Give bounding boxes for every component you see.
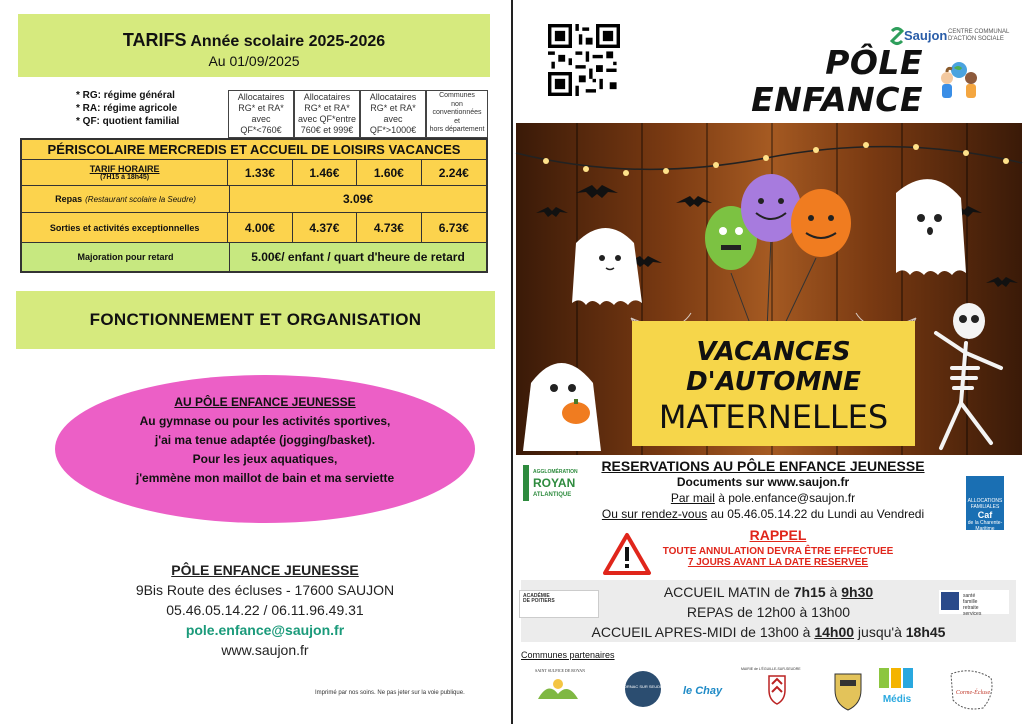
price-cell: 4.37€ [293,213,357,242]
fonctionnement-banner: FONCTIONNEMENT ET ORGANISATION [16,291,495,349]
commune-logo-corme-ecluse [943,664,1003,714]
price-cell: 5.00€/ enfant / quart d'heure de retard [230,243,486,271]
row-label: Majoration pour retard [22,243,230,271]
msa-logo: santé famille retraite services [939,590,1009,614]
right-page [513,0,1024,724]
row-label: Repas (Restaurant scolaire la Seudre) [22,186,230,212]
svg-text:MAIRIE de L'ÉGUILLE-SUR-SEUDRE: MAIRIE de L'ÉGUILLE-SUR-SEUDRE [741,667,801,671]
svg-text:Corme-Écluse: Corme-Écluse [955,690,991,696]
halloween-poster [516,123,1022,455]
alloc-header-4: Communes non conventionnées et hors département [426,90,488,138]
left-page [0,0,511,724]
price-cell: 4.00€ [228,213,292,242]
contact-block: PÔLE ENFANCE JEUNESSE 9Bis Route des écluses - 17600 SAUJON 05.46.05.14.22 / 06.11.96.49.31 pole.enfance@saujon.fr www.saujon.fr [100,560,430,660]
commune-logo-mornac [620,664,666,714]
academie-poitiers-logo: ACADÉMIE DE POITIERS [519,590,599,618]
price-cell: 1.46€ [293,160,357,185]
price-cell: 4.73€ [357,213,421,242]
commune-logo-le-chay [681,664,727,714]
tarifs-legend: * RG: régime général * RA: régime agricole * QF: quotient familial [76,90,180,127]
price-cell: 6.73€ [422,213,486,242]
price-cell: 2.24€ [422,160,486,185]
tarifs-table [20,138,488,273]
website-link[interactable]: www.saujon.fr [221,642,309,658]
commune-logo-eguille [741,664,821,714]
row-label: Sorties et activités exceptionnelles [22,213,228,242]
svg-text:ROYAN: ROYAN [533,476,576,490]
horaires-block: ACCUEIL MATIN de 7h15 à 9h30 REPAS de 12h00 à 13h00 ACCUEIL APRES-MIDI de 13h00 à 14h00 jusqu'à 18h45 [521,580,1016,642]
tarifs-date: Au 01/09/2025 [208,53,300,69]
alloc-header-2: Allocataires RG* et RA* avec QF*entre 760€ et 999€ [294,90,360,138]
price-cell: 3.09€ [230,186,486,212]
commune-logo-medis [875,664,925,714]
communes-label: Communes partenaires [521,650,615,660]
children-globe-icon [933,60,985,104]
reservations-block: RESERVATIONS AU PÔLE ENFANCE JEUNESSE Documents sur www.saujon.fr Par mail à pole.enfance@saujon.fr Ou sur rendez-vous au 05.46.05.14.22 du Lundi au Vendredi [573,458,953,522]
commune-logo-saint-sulpice [533,664,593,714]
alloc-header-1: Allocataires RG* et RA* avec QF*<760€ [228,90,294,138]
vacances-board: VACANCES D'AUTOMNE MATERNELLES [632,321,915,446]
table-row-sorties [22,213,486,243]
table-row-majoration [22,243,486,271]
pole-enfance-title: PÔLE ENFANCE [751,43,923,119]
qr-code-icon[interactable] [548,24,620,96]
commune-logo-shield [831,664,865,714]
svg-text:SAINT SULPICE DE ROYAN: SAINT SULPICE DE ROYAN [535,668,586,673]
caf-logo: ALLOCATIONS FAMILIALES Caf de la Charente- Maritime [966,476,1004,530]
table-title: PÉRISCOLAIRE MERCREDIS ET ACCUEIL DE LOISIRS VACANCES [22,140,486,160]
svg-text:le Chay: le Chay [683,685,723,697]
docs-link[interactable]: Documents sur www.saujon.fr [676,475,850,489]
rappel-block: RAPPEL TOUTE ANNULATION DEVRA ÊTRE EFFECTUEE 7 JOURS AVANT LA DATE RESERVEE [662,527,894,568]
svg-text:Médis: Médis [882,694,912,705]
alloc-header-3: Allocataires RG* et RA* avec QF*>1000€ [360,90,426,138]
saujon-ccas-logo: Saujon CENTRE COMMUNAL D'ACTION SOCIALE [890,25,1010,49]
table-row-horaire [22,160,486,186]
email-link[interactable]: pole.enfance@saujon.fr [185,622,345,638]
tarifs-header [18,14,490,77]
price-cell: 1.33€ [228,160,292,185]
row-label: TARIF HORAIRE (7H15 à 18h45) [22,160,228,185]
printed-notice: Imprimé par nos soins. Ne pas jeter sur la voie publique. [315,690,465,696]
svg-text:ATLANTIQUE: ATLANTIQUE [533,492,572,498]
tarifs-title: TARIFS Année scolaire 2025-2026 [122,30,386,50]
svg-text:MORNAC SUR SEUDRE: MORNAC SUR SEUDRE [620,684,666,689]
svg-text:AGGLOMÉRATION: AGGLOMÉRATION [533,469,578,475]
table-row-repas [22,186,486,213]
agglo-royan-logo [521,463,578,503]
info-bubble: AU PÔLE ENFANCE JEUNESSE Au gymnase ou pour les activités sportives, j'ai ma tenue adaptée (jogging/basket). Pour les jeux aquatiques, j'emmène mon maillot de bain et ma serviette [55,375,475,523]
price-cell: 1.60€ [357,160,421,185]
mail-link[interactable]: à pole.enfance@saujon.fr [714,491,856,505]
